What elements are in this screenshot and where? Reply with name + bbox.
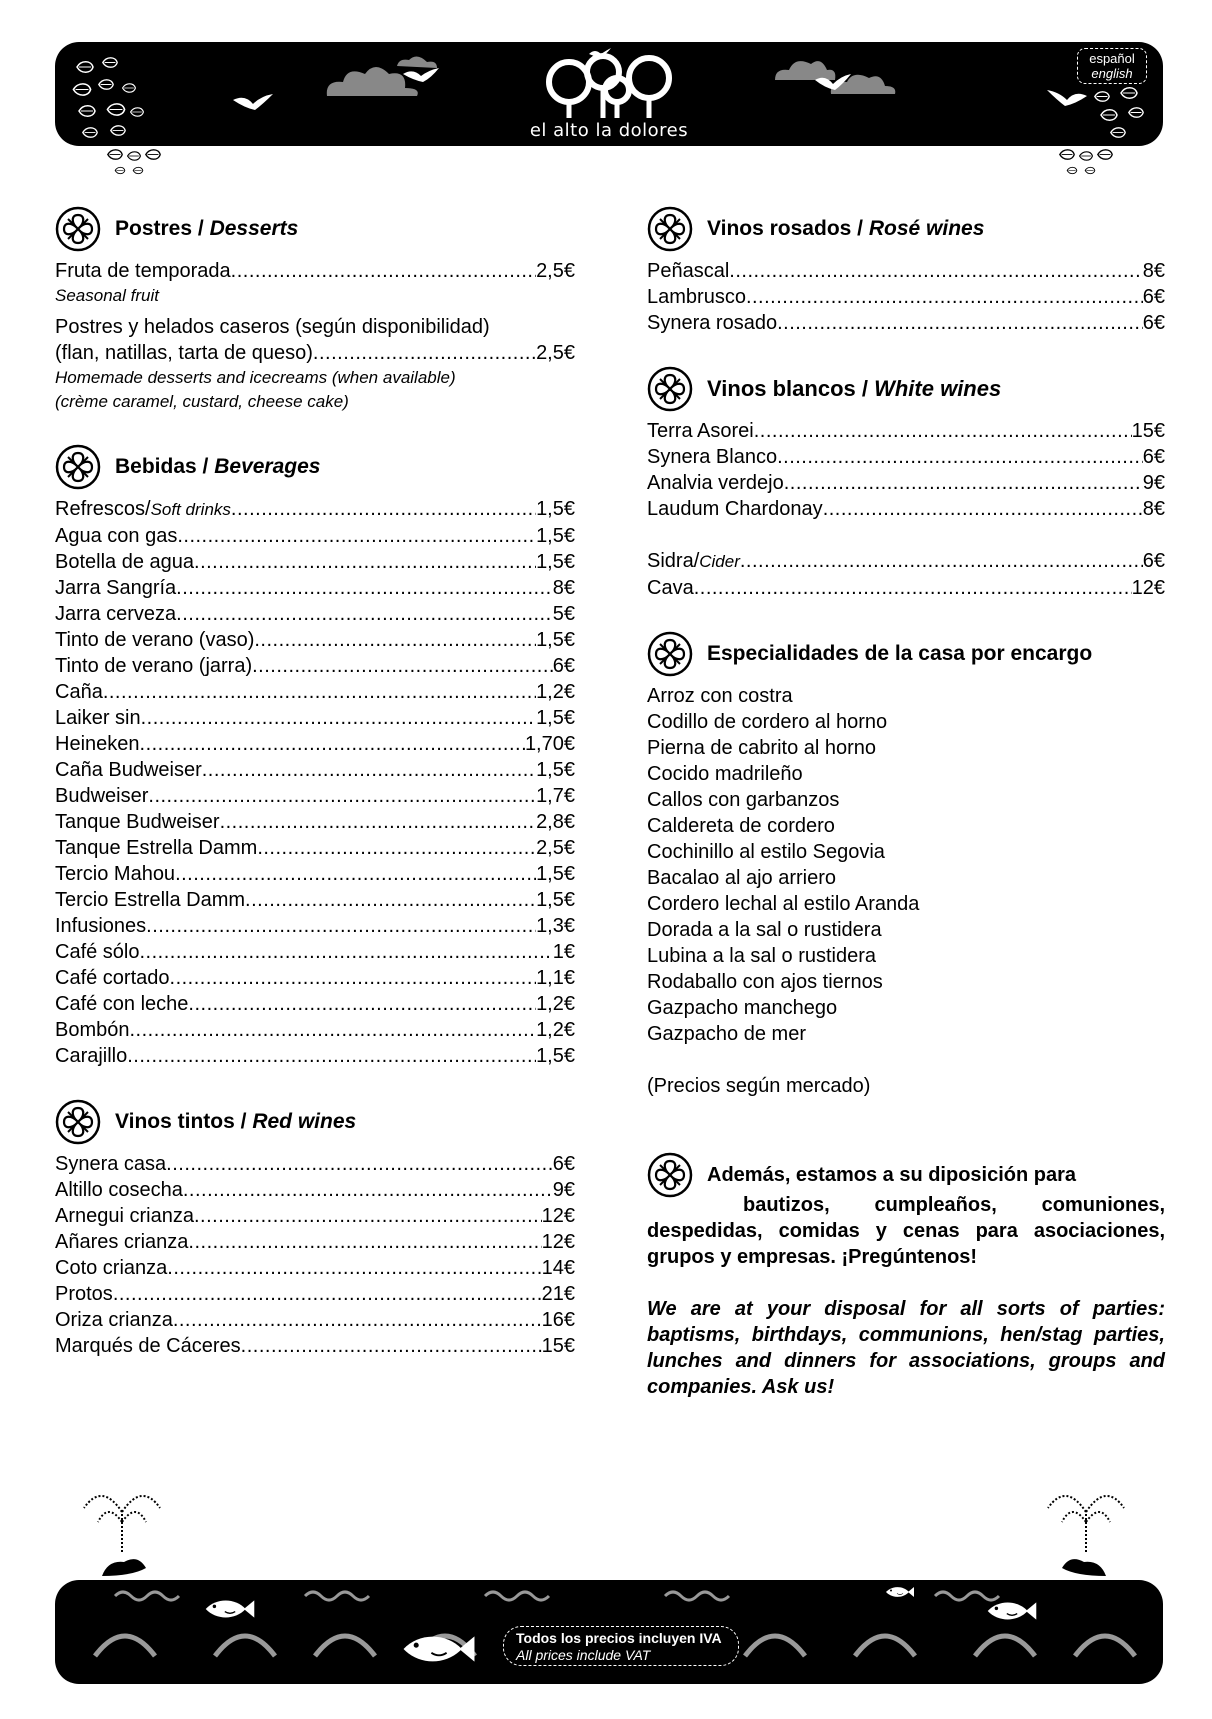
menu-item [55,809,575,835]
menu-item [647,575,1165,601]
menu-item [55,1255,575,1281]
item-price: 1,5€ [536,525,575,547]
menu-item [55,1203,575,1229]
item-name: Bombón [55,1019,130,1041]
leader-dots [167,1255,541,1281]
menu-item [55,340,575,366]
leader-dots [784,470,1143,496]
section-header [55,204,575,254]
item-name: Carajillo [55,1045,128,1067]
leader-dots [176,575,553,601]
item-price: 6€ [1142,446,1165,468]
menu-item [647,470,1165,496]
item-price: 8€ [1142,260,1165,282]
item-price: 6€ [1142,286,1165,308]
menu-item [647,548,1165,575]
leader-dots [220,809,537,835]
item-price: 6€ [1142,312,1165,334]
item-name: Tercio Mahou [55,863,176,885]
menu-item [55,1281,575,1307]
item-name: Protos [55,1283,113,1305]
item-price: 15€ [541,1335,575,1357]
vat-note-en: All prices include VAT [516,1647,651,1663]
specialty-item: Pierna de cabrito al horno [647,737,877,759]
leader-dots [177,523,536,549]
section-title: Vinos blancos / White wines [707,376,1002,401]
menu-item [55,1333,575,1359]
leader-dots [194,549,536,575]
item-price: 1,2€ [536,681,575,703]
menu-item [647,418,1165,444]
item-price: 1,70€ [524,733,575,755]
item-name: Tanque Budweiser [55,811,220,833]
item-price: 1,5€ [536,498,575,520]
menu-item [647,496,1165,522]
item-name: Terra Asorei [647,420,754,442]
item-name: Marqués de Cáceres [55,1335,241,1357]
leaves-hanging-left-icon [104,146,164,180]
header-banner [55,42,1163,146]
menu-item [55,861,575,887]
leader-dots [231,496,536,522]
specialties-section [647,629,1165,1099]
item-name: Tinto de verano (jarra) [55,655,253,677]
item-name: Café cortado [55,967,170,989]
specialty-item: Gazpacho manchego [647,997,838,1019]
item-price: 12€ [1131,577,1165,599]
item-name: Caña [55,681,103,703]
events-note-en: We are at your disposal for all sorts of parties: baptisms, birthdays, communions, hen/stag parties, lunches and dinners for associations, groups and companies. Ask us! [647,1298,1165,1398]
leader-dots [141,705,536,731]
item-name: Peñascal [647,260,730,282]
item-name: Agua con gas [55,525,178,547]
specialty-item: Cordero lechal al estilo Aranda [647,893,920,915]
item-price: 1,3€ [536,915,575,937]
whale-fountain-left-icon [72,1482,172,1582]
item-price: 6€ [552,1153,575,1175]
flower-icon [647,366,693,412]
menu-item [55,627,575,653]
leader-dots [170,965,537,991]
leader-dots [202,757,536,783]
menu-item [55,757,575,783]
item-price: 1,5€ [536,629,575,651]
leader-dots [113,1281,542,1307]
vat-note-es: Todos los precios incluyen IVA [516,1630,722,1646]
item-name: (flan, natillas, tarta de queso) [55,342,313,364]
leader-dots [140,731,525,757]
item-price: 2,5€ [536,260,575,282]
item-price: 1€ [552,941,575,963]
item-price: 12€ [541,1231,575,1253]
red-wines-list [55,1151,575,1359]
menu-item [55,523,575,549]
item-price: 12€ [541,1205,575,1227]
item-price: 16€ [541,1309,575,1331]
leader-dots [173,1307,542,1333]
menu-item [55,835,575,861]
specialty-item: Gazpacho de mer [647,1023,806,1045]
section-title: Vinos rosados / Rosé wines [707,217,985,240]
fish-right-icon [985,1598,1039,1624]
flower-icon [647,1152,693,1198]
item-price: 1,2€ [536,993,575,1015]
item-price: 1,5€ [536,551,575,573]
leader-dots [254,627,536,653]
item-price: 15€ [1131,420,1165,442]
item-price: 1,1€ [536,967,575,989]
item-name: Café con leche [55,993,189,1015]
rose-wines-list [647,258,1165,336]
item-name: Botella de agua [55,551,195,573]
fish-large-icon [399,1630,479,1668]
menu-item [55,705,575,731]
flower-icon [55,444,101,490]
menu-item [55,496,575,523]
item-price: 6€ [1142,550,1165,572]
events-note [647,1152,1165,1400]
flower-icon [647,631,693,677]
whale-fountain-right-icon [1036,1482,1136,1582]
section-title: Bebidas / Beverages [115,455,321,478]
menu-item [55,1151,575,1177]
item-name: Analvia verdejo [647,472,784,494]
menu-item [647,310,1165,336]
leader-dots [694,575,1132,601]
item-price: 1,5€ [536,759,575,781]
menu-item [55,731,575,757]
menu-item [55,965,575,991]
leader-dots [241,1333,542,1359]
specialty-item: Codillo de cordero al horno [647,711,888,733]
section-title: Vinos tintos / Red wines [115,1110,357,1133]
bird-right-icon [813,72,853,94]
item-price: 21€ [541,1283,575,1305]
beverages-section [55,442,575,1069]
leader-dots [313,340,536,366]
specialties-list [647,683,1165,1047]
item-name: Synera rosado [647,312,778,334]
item-name: Tanque Estrella Damm [55,837,258,859]
item-price: 1,5€ [536,863,575,885]
item-price: 1,5€ [536,707,575,729]
lang-english-option[interactable]: english [1091,66,1133,81]
menu-item [55,991,575,1017]
section-header [55,442,575,492]
leader-dots [740,548,1143,574]
desserts-section [55,204,575,414]
leader-dots [127,1043,536,1069]
item-translation: (crème caramel, custard, cheese cake) [55,392,349,411]
leader-dots [746,284,1143,310]
item-price: 8€ [1142,498,1165,520]
item-name: Tercio Estrella Damm [55,889,246,911]
specialty-item: Arroz con costra [647,685,793,707]
specialty-item: Callos con garbanzos [647,789,840,811]
fish-small-icon [885,1584,915,1600]
vat-bubble [503,1626,739,1666]
item-name: Lambrusco [647,286,746,308]
item-price: 2,8€ [536,811,575,833]
left-column [55,204,575,1387]
leaves-right-icon [1089,86,1159,146]
menu-item [647,258,1165,284]
bird-far-right-icon [1045,86,1089,112]
logo-trees-icon [541,46,681,120]
market-price-note: (Precios según mercado) [647,1075,871,1097]
menu-item [55,887,575,913]
item-name: Laiker sin [55,707,141,729]
section-title: Especialidades de la casa por encargo [707,642,1093,665]
leader-dots [257,835,536,861]
item-price: 9€ [552,1179,575,1201]
menu-item [55,1177,575,1203]
beverages-list [55,523,575,1069]
right-column [647,204,1165,1127]
specialty-item: Bacalao al ajo arriero [647,867,836,889]
item-price: 14€ [541,1257,575,1279]
flower-icon [647,206,693,252]
specialty-item: Cocido madrileño [647,763,803,785]
item-name: Cava [647,577,694,599]
item-name: Añares crianza [55,1231,189,1253]
menu-item [55,1043,575,1069]
leaves-hanging-right-icon [1056,146,1116,180]
item-name: Arnegui crianza [55,1205,194,1227]
leader-dots [146,913,536,939]
item-name: Jarra cerveza [55,603,177,625]
item-name: Laudum Chardonay [647,498,823,520]
menu-item [55,783,575,809]
events-note-first: Además, estamos a su diposición para [707,1164,1077,1186]
item-name: Altillo cosecha [55,1179,183,1201]
menu-item [55,575,575,601]
leader-dots [245,887,536,913]
item-name: Café sólo [55,941,140,963]
item-translation: Homemade desserts and icecreams (when available) [55,368,456,387]
leader-dots [252,653,553,679]
item-price: 5€ [552,603,575,625]
events-note-es: bautizos, cumpleaños, comuniones, despedidas, comidas y cenas para asociaciones, grupos y empresas. ¡Pregúntenos! [647,1194,1165,1268]
bird-left-icon [231,90,275,116]
item-price: 9€ [1142,472,1165,494]
flower-icon [55,1099,101,1145]
menu-item [55,1017,575,1043]
leader-dots [148,783,536,809]
leader-dots [754,418,1132,444]
item-price: 1,2€ [536,1019,575,1041]
item-name: Jarra Sangría [55,577,177,599]
menu-item [55,1229,575,1255]
leader-dots [194,1203,542,1229]
footer-banner [55,1580,1163,1684]
section-header [647,629,1165,679]
specialty-item: Lubina a la sal o rustidera [647,945,877,967]
section-header [647,204,1165,254]
item-name: Coto crianza [55,1257,168,1279]
item-price: 2,5€ [536,342,575,364]
language-selector[interactable] [1077,48,1147,84]
item-name: Heineken [55,733,140,755]
item-name: Tinto de verano (vaso) [55,629,255,651]
white-wines-list [647,418,1165,522]
leader-dots [130,1017,537,1043]
flower-icon [55,206,101,252]
leader-dots [188,1229,541,1255]
specialty-item: Rodaballo con ajos tiernos [647,971,883,993]
item-name: Budweiser [55,785,149,807]
menu-item [55,653,575,679]
leader-dots [729,258,1142,284]
menu-item [55,939,575,965]
leader-dots [176,601,553,627]
item-price: 1,5€ [536,1045,575,1067]
logo-text: el alto la dolores [529,120,689,141]
menu-item [647,444,1165,470]
menu-item [55,549,575,575]
menu-item [55,913,575,939]
specialty-item: Caldereta de cordero [647,815,835,837]
item-name: Oriza crianza [55,1309,173,1331]
leader-dots [823,496,1143,522]
leader-dots [777,310,1143,336]
menu-item [55,601,575,627]
item-name: Sidra/Cider [647,550,740,572]
item-name: Refrescos/Soft drinks [55,498,231,520]
leader-dots [188,991,536,1017]
bird-small-icon [401,66,441,86]
section-header [55,1097,575,1147]
item-price: 2,5€ [536,837,575,859]
red-wines-section [55,1097,575,1359]
menu-item [647,284,1165,310]
item-name: Caña Budweiser [55,759,202,781]
item-price: 1,5€ [536,889,575,911]
specialty-item: Cochinillo al estilo Segovia [647,841,885,863]
menu-item [55,258,575,284]
item-name: Synera Blanco [647,446,778,468]
lang-spanish-option[interactable]: español [1089,51,1135,66]
leader-dots [140,939,553,965]
item-translation: Seasonal fruit [55,286,159,305]
fish-icon [203,1596,257,1622]
item-name: Postres y helados caseros (según disponibilidad) [55,316,490,338]
leader-dots [231,258,536,284]
white-wines-section [647,364,1165,601]
section-header [647,364,1165,414]
menu-item [55,679,575,705]
leader-dots [166,1151,553,1177]
item-price: 1,7€ [536,785,575,807]
leader-dots [175,861,536,887]
item-name: Synera casa [55,1153,167,1175]
leader-dots [103,679,536,705]
menu-item [55,1307,575,1333]
rose-wines-section [647,204,1165,336]
item-name: Fruta de temporada [55,260,231,282]
item-price: 6€ [552,655,575,677]
leader-dots [777,444,1143,470]
item-price: 8€ [552,577,575,599]
item-name: Infusiones [55,915,147,937]
specialty-item: Dorada a la sal o rustidera [647,919,882,941]
leader-dots [183,1177,553,1203]
section-title: Postres / Desserts [115,217,299,240]
